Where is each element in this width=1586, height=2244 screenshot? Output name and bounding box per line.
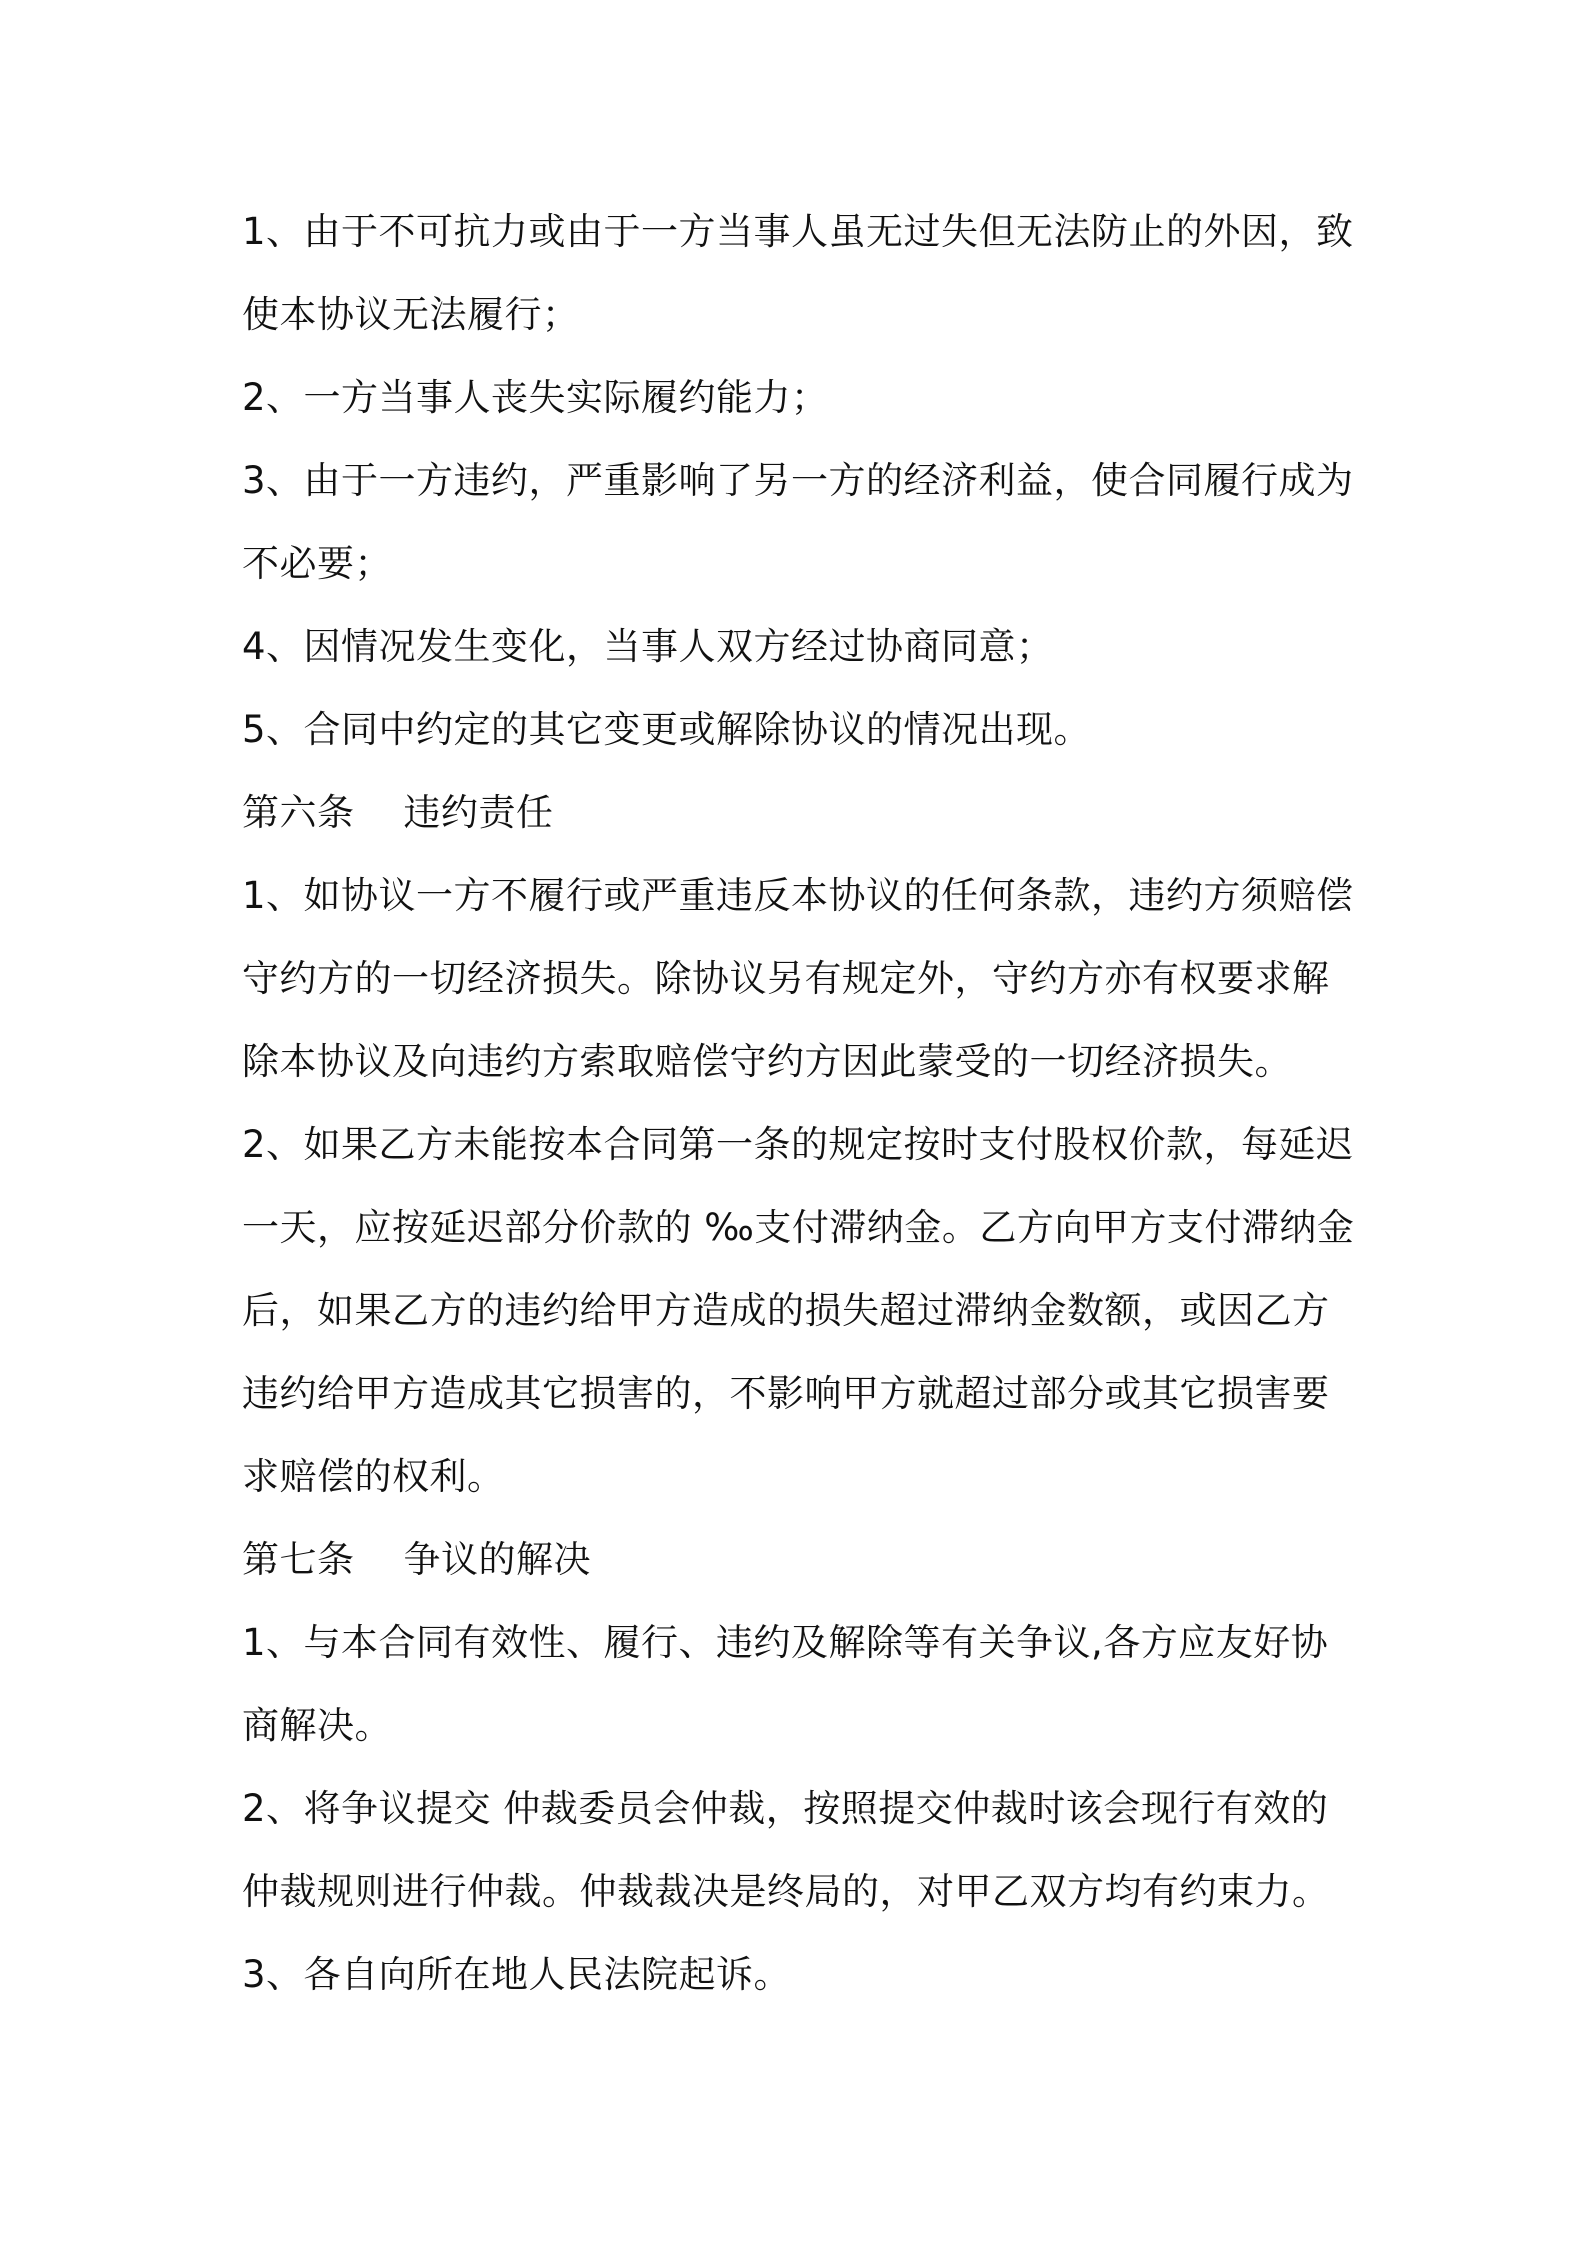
- article-6-heading: 第六条 违约责任: [242, 791, 554, 834]
- article-7-item-2: 2、将争议提交 仲裁委员会仲裁，按照提交仲裁时该会现行有效的仲裁规则进行仲裁。仲裁裁决是终局的，对甲乙双方均有约束力。: [242, 1787, 1330, 1913]
- clause-termination-item-3: 3、由于一方违约，严重影响了另一方的经济利益，使合同履行成为不必要；: [242, 459, 1354, 585]
- clause-termination-item-4: 4、因情况发生变化，当事人双方经过协商同意；: [242, 625, 1054, 668]
- article-6-item-1: 1、如协议一方不履行或严重违反本协议的任何条款，违约方须赔偿守约方的一切经济损失。除协议另有规定外，守约方亦有权要求解除本协议及向违约方索取赔偿守约方因此蒙受的一切经济损失。: [242, 874, 1354, 1083]
- article-7-heading: 第七条 争议的解决: [242, 1538, 592, 1581]
- article-7-item-3: 3、各自向所在地人民法院起诉。: [242, 1953, 792, 1996]
- article-7-item-1: 1、与本合同有效性、履行、违约及解除等有关争议,各方应友好协商解决。: [242, 1621, 1329, 1747]
- article-6-item-2: 2、如果乙方未能按本合同第一条的规定按时支付股权价款，每延迟一天，应按延迟部分价款的 ‰支付滞纳金。乙方向甲方支付滞纳金后，如果乙方的违约给甲方造成的损失超过滞纳金数额，或因乙方违约给甲方造成其它损害的，不影响甲方就超过部分或其它损害要求赔偿的权利。: [242, 1123, 1355, 1498]
- clause-termination-item-2: 2、一方当事人丧失实际履约能力；: [242, 376, 829, 419]
- clause-termination-item-1: 1、由于不可抗力或由于一方当事人虽无过失但无法防止的外因，致使本协议无法履行；: [242, 210, 1354, 336]
- document-page: [242, 190, 1362, 2016]
- clause-termination-item-5: 5、合同中约定的其它变更或解除协议的情况出现。: [242, 708, 1092, 751]
